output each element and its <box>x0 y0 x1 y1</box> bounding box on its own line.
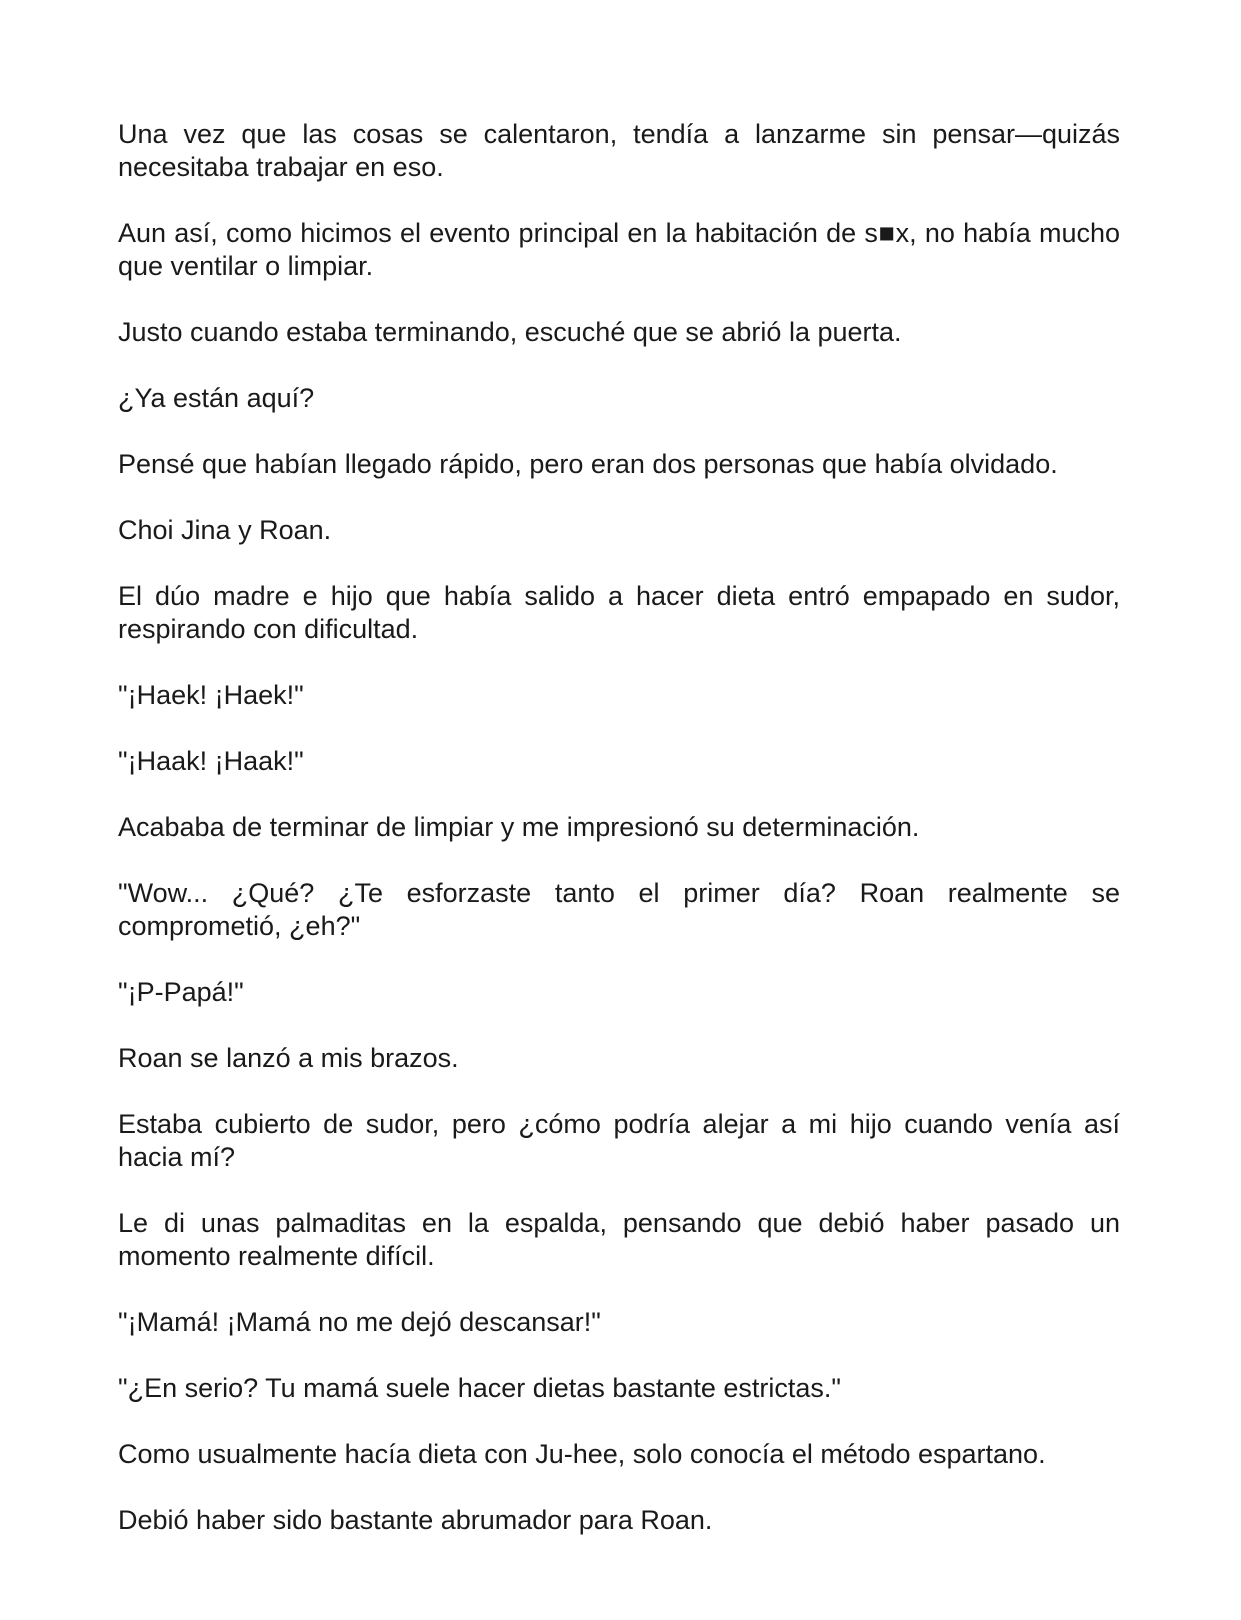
paragraph: ¿Ya están aquí? <box>118 383 315 413</box>
paragraph: "¡Mamá! ¡Mamá no me dejó descansar!" <box>118 1307 601 1337</box>
paragraph: Acababa de terminar de limpiar y me impresionó su determinación. <box>118 812 920 842</box>
paragraph: Aun así, como hicimos el evento principal en la habitación de s■x, no había mucho que ventilar o limpiar. <box>118 218 1120 281</box>
paragraph: "Wow... ¿Qué? ¿Te esforzaste tanto el primer día? Roan realmente se comprometió, ¿eh?" <box>118 878 1120 941</box>
paragraph: "¿En serio? Tu mamá suele hacer dietas bastante estrictas." <box>118 1373 842 1403</box>
paragraph: Como usualmente hacía dieta con Ju-hee, solo conocía el método espartano. <box>118 1439 1046 1469</box>
paragraph: Roan se lanzó a mis brazos. <box>118 1043 459 1073</box>
paragraph: "¡Haak! ¡Haak!" <box>118 746 304 776</box>
paragraph: Debió haber sido bastante abrumador para Roan. <box>118 1505 713 1535</box>
paragraph: Estaba cubierto de sudor, pero ¿cómo podría alejar a mi hijo cuando venía así hacia mí? <box>118 1109 1120 1172</box>
paragraph: Una vez que las cosas se calentaron, tendía a lanzarme sin pensar—quizás necesitaba trabajar en eso. <box>118 119 1120 182</box>
paragraph: Pensé que habían llegado rápido, pero eran dos personas que había olvidado. <box>118 449 1058 479</box>
paragraph: El dúo madre e hijo que había salido a hacer dieta entró empapado en sudor, respirando con dificultad. <box>118 581 1120 644</box>
paragraph: "¡P-Papá!" <box>118 977 244 1007</box>
paragraph: Choi Jina y Roan. <box>118 515 332 545</box>
paragraph: Justo cuando estaba terminando, escuché que se abrió la puerta. <box>118 317 902 347</box>
document-body <box>118 118 1120 1570</box>
paragraph: Le di unas palmaditas en la espalda, pensando que debió haber pasado un momento realmente difícil. <box>118 1208 1120 1271</box>
paragraph: "¡Haek! ¡Haek!" <box>118 680 304 710</box>
